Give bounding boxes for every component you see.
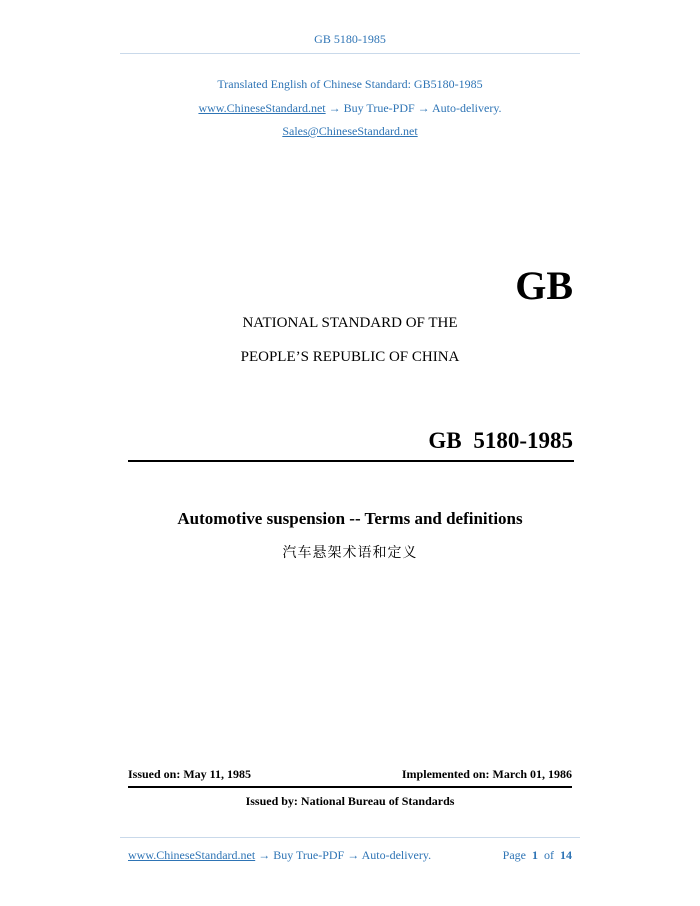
document-title-zh: 汽车悬架术语和定义 [282, 545, 418, 561]
footer-divider [120, 837, 580, 838]
page-label: Page [502, 848, 526, 862]
email-link[interactable]: Sales@ChineseStandard.net [282, 124, 418, 138]
page-total: 14 [560, 848, 572, 862]
standard-number-rule [128, 460, 574, 462]
issued-on-date: Issued on: May 11, 1985 [128, 767, 252, 781]
site-link[interactable]: www.ChineseStandard.net [198, 101, 326, 115]
issue-date-rule [128, 786, 572, 788]
footer-buy-text: → Buy True-PDF → Auto-delivery. [255, 848, 432, 862]
standard-number: GB 5180-1985 [428, 428, 573, 453]
header-divider [120, 53, 580, 54]
implemented-on-date: Implemented on: March 01, 1986 [401, 767, 572, 781]
gb-mark: GB [515, 263, 573, 308]
email-line [0, 124, 700, 139]
footer-site-link[interactable]: www.ChineseStandard.net [128, 848, 256, 862]
promo-line [0, 101, 700, 116]
buy-text: → Buy True-PDF → Auto-delivery. [325, 101, 502, 115]
standard-type-line2: PEOPLE’S REPUBLIC OF CHINA [240, 349, 460, 365]
standard-type-line1: NATIONAL STANDARD OF THE [242, 315, 458, 331]
footer-promo [128, 848, 431, 863]
page-current: 1 [532, 848, 538, 862]
running-header: GB 5180-1985 [314, 32, 386, 46]
page-indicator [503, 848, 572, 863]
page-of-label: of [544, 848, 554, 862]
issuing-authority: Issued by: National Bureau of Standards [245, 794, 455, 808]
document-title-en: Automotive suspension -- Terms and definitions [177, 509, 523, 528]
translation-notice: Translated English of Chinese Standard: GB5180-1985 [217, 77, 483, 91]
